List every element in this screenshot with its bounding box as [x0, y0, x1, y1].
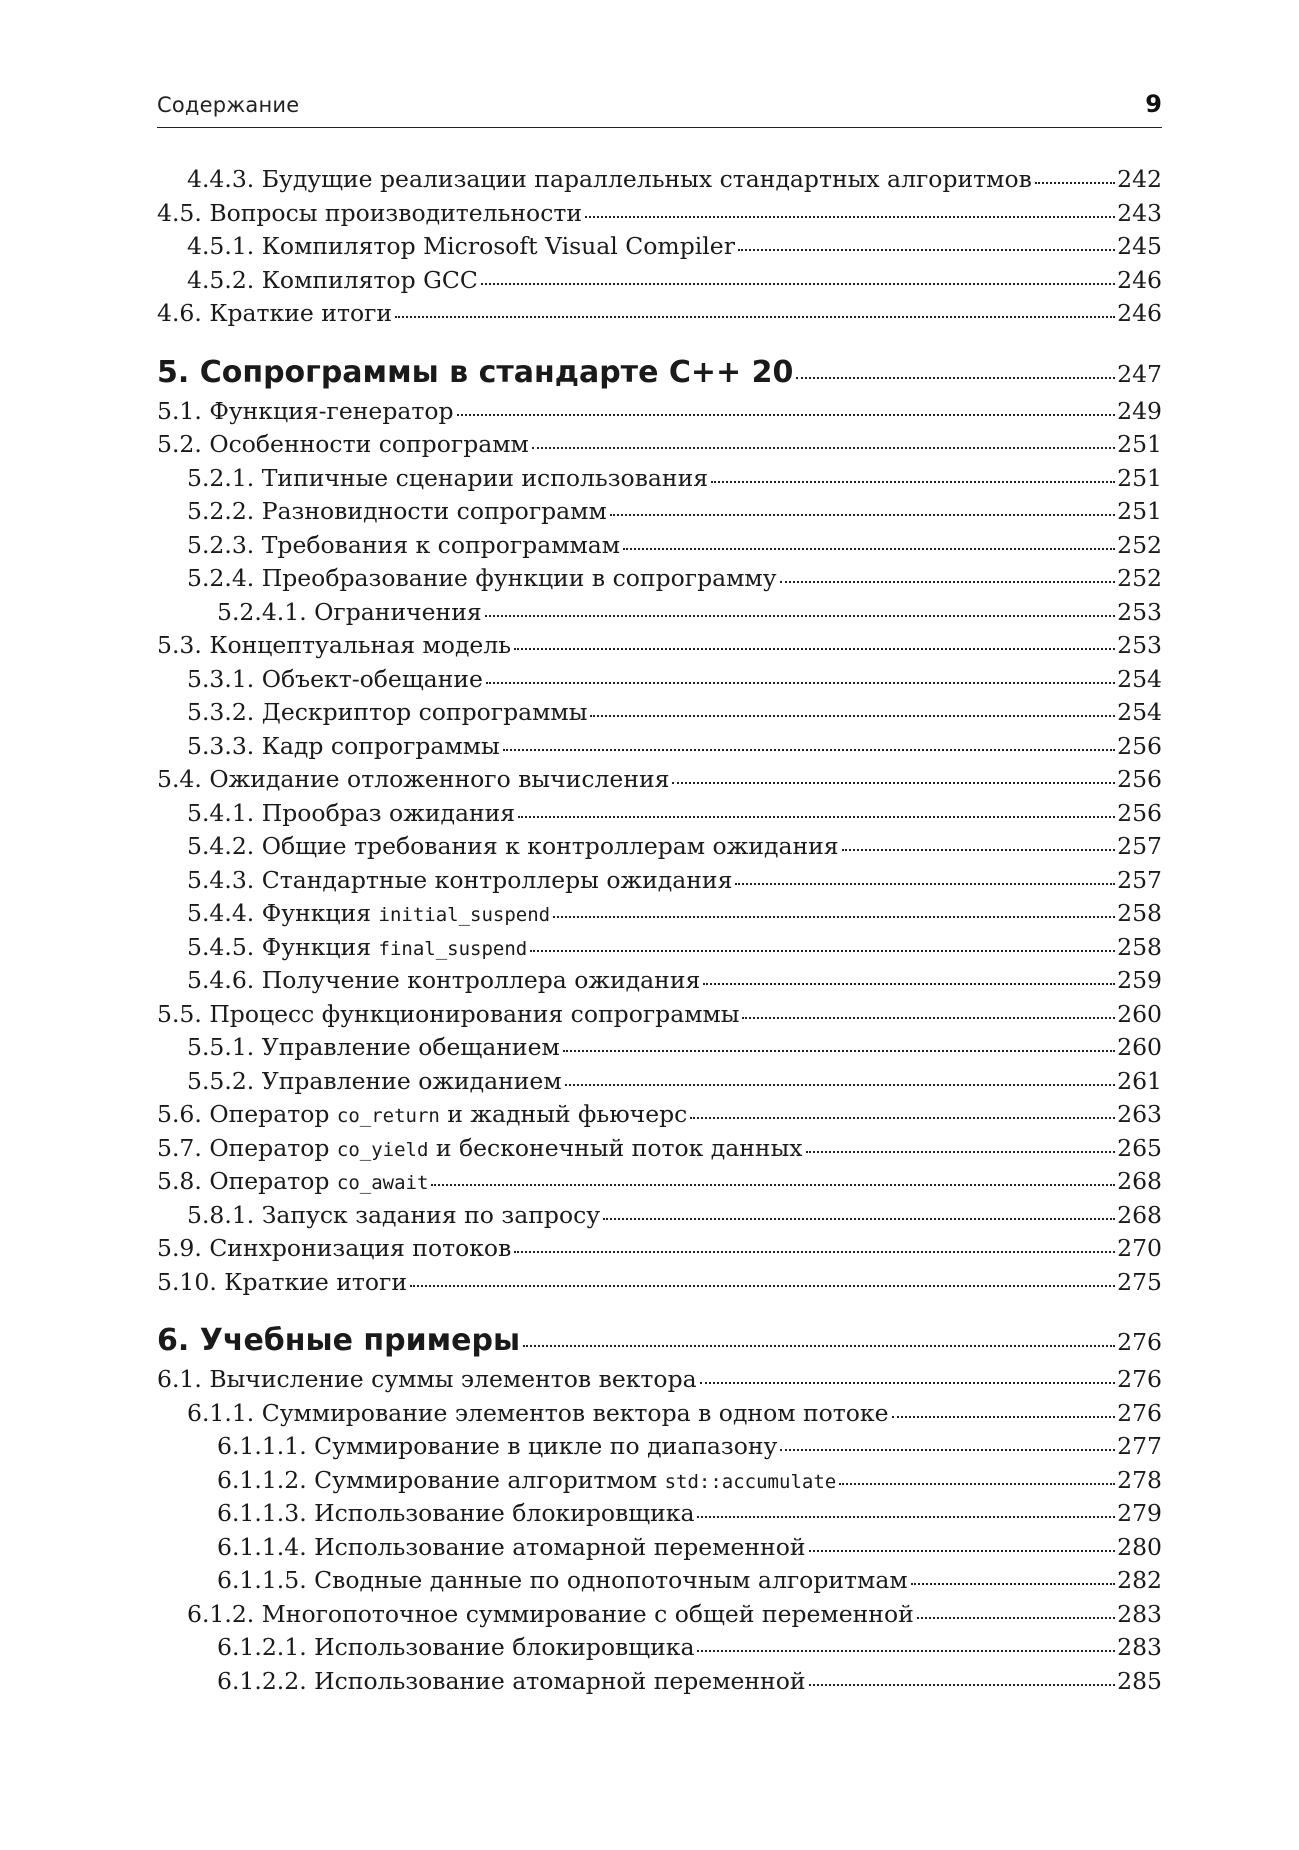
toc-entry[interactable]	[157, 866, 1162, 900]
toc-entry-text: 5.2.1. Типичные сценарии использования	[187, 463, 709, 492]
dot-leader	[842, 847, 1116, 851]
toc-entry-title	[187, 732, 500, 760]
toc-entry-title	[217, 1432, 777, 1460]
toc-entry-title	[217, 1667, 806, 1695]
toc-entry-code: initial_suspend	[378, 904, 551, 926]
toc-page-number: 245	[1117, 232, 1162, 260]
toc-entry-title	[187, 531, 620, 559]
toc-entry-text: и жадный фьючерс	[439, 1100, 688, 1128]
toc-page-number: 285	[1117, 1666, 1162, 1695]
toc-entry-text: 4.6. Краткие итоги	[157, 299, 393, 327]
toc-page-number: 253	[1117, 597, 1162, 626]
toc-entry-title	[187, 1067, 562, 1095]
toc-page-number: 258	[1117, 899, 1162, 927]
toc-page-number: 252	[1117, 564, 1162, 592]
toc-entry[interactable]	[157, 1533, 1162, 1567]
toc-entry[interactable]	[157, 531, 1162, 565]
toc-entry-title	[157, 1167, 428, 1195]
toc-entry-text: 5.2.4.1. Ограничения	[217, 597, 482, 626]
dot-leader	[839, 1481, 1115, 1485]
toc-page-number: 257	[1117, 832, 1162, 860]
toc-page-number: 276	[1117, 1365, 1162, 1393]
toc-entry-text: 6.1.2.1. Использование блокировщика	[217, 1633, 695, 1661]
dot-leader	[585, 214, 1115, 218]
toc-entry-code: co_return	[336, 1105, 440, 1127]
toc-page-number: 260	[1117, 999, 1162, 1028]
toc-page-number: 276	[1117, 1328, 1162, 1356]
toc-page-number: 257	[1117, 865, 1162, 894]
toc-entry[interactable]	[157, 598, 1162, 632]
dot-leader	[806, 1149, 1116, 1153]
toc-entry[interactable]	[157, 1365, 1162, 1399]
toc-page-number: 246	[1117, 299, 1162, 327]
toc-page-number: 251	[1117, 497, 1162, 525]
toc-entry-title	[157, 1323, 520, 1358]
dot-leader	[518, 814, 1115, 818]
toc-page-number: 256	[1117, 765, 1162, 793]
toc-entry[interactable]	[157, 732, 1162, 766]
dot-leader	[457, 412, 1116, 416]
dot-leader	[431, 1182, 1115, 1186]
toc-page-number: 254	[1117, 664, 1162, 693]
dot-leader	[711, 479, 1115, 483]
toc-entry-title	[187, 933, 527, 961]
toc-page-number: 259	[1117, 966, 1162, 994]
toc-entry[interactable]	[157, 299, 1162, 333]
dot-leader	[780, 579, 1116, 583]
toc-entry[interactable]	[157, 1600, 1162, 1634]
toc-entry[interactable]	[157, 698, 1162, 732]
toc-entry[interactable]	[157, 1667, 1162, 1701]
toc-entry[interactable]	[157, 497, 1162, 531]
toc-page-number: 261	[1117, 1066, 1162, 1095]
toc-entry-code: co_yield	[336, 1138, 429, 1161]
running-header	[157, 90, 1162, 128]
toc-entry-title	[157, 1100, 687, 1128]
toc-entry[interactable]	[157, 1033, 1162, 1067]
dot-leader	[486, 680, 1115, 684]
toc-page-number: 253	[1117, 631, 1162, 659]
toc-entry-text: 6.1.2.2. Использование атомарной переменной	[217, 1666, 806, 1695]
toc-chapter-entry[interactable]	[157, 355, 1162, 397]
toc-entry-text: 5.4.6. Получение контроллера ожидания	[187, 966, 701, 994]
toc-entry[interactable]	[157, 631, 1162, 665]
dot-leader	[735, 881, 1115, 885]
toc-entry[interactable]	[157, 232, 1162, 266]
toc-page-number: 265	[1117, 1133, 1162, 1162]
toc-entry-title	[157, 1365, 697, 1393]
toc-entry[interactable]	[157, 1134, 1162, 1168]
toc-entry[interactable]	[157, 1000, 1162, 1034]
toc-page-number: 268	[1117, 1200, 1162, 1229]
toc-entry-title	[157, 355, 793, 390]
dot-leader	[514, 646, 1115, 650]
toc-entry[interactable]	[157, 1466, 1162, 1500]
dot-leader	[697, 1648, 1115, 1652]
toc-page-number: 256	[1117, 731, 1162, 760]
toc-page-number: 251	[1117, 430, 1162, 458]
dot-leader	[917, 1615, 1115, 1619]
dot-leader	[514, 1249, 1115, 1253]
toc-entry-title	[187, 698, 587, 726]
toc-entry-title	[187, 232, 735, 260]
toc-entry-title	[187, 899, 550, 927]
toc-entry-title	[187, 665, 483, 693]
dot-leader	[565, 1082, 1116, 1086]
toc-entry-title	[217, 1499, 694, 1527]
toc-page-number: 249	[1117, 396, 1162, 425]
dot-leader	[395, 314, 1115, 318]
dot-leader	[809, 1548, 1116, 1552]
dot-leader	[485, 613, 1115, 617]
toc-entry-code: final_suspend	[378, 937, 528, 960]
dot-leader	[796, 375, 1115, 379]
toc-entry-text: 5.8. Оператор	[157, 1167, 337, 1195]
toc-entry-text: 6. Учебные примеры	[157, 1323, 521, 1358]
toc-page-number: 283	[1117, 1599, 1162, 1628]
toc-entry-text: 5.4.1. Прообраз ожидания	[187, 798, 516, 827]
toc-entry-text: 5.2.3. Требования к сопрограммам	[187, 530, 621, 559]
toc-entry-title	[157, 1234, 511, 1262]
toc-entry[interactable]	[157, 966, 1162, 1000]
toc-entry-text: 5.3.2. Дескриптор сопрограммы	[187, 698, 588, 726]
toc-entry-title	[217, 1566, 908, 1594]
toc-entry-text: 6.1.1. Суммирование элементов вектора в одном потоке	[187, 1398, 889, 1427]
toc-entry-text: 5.4.2. Общие требования к контроллерам ожидания	[187, 832, 839, 860]
toc-entry[interactable]	[157, 1268, 1162, 1302]
toc-entry-title	[187, 1033, 560, 1061]
toc-entry-text: 4.5. Вопросы производительности	[157, 198, 583, 227]
toc-page-number: 283	[1117, 1633, 1162, 1661]
dot-leader	[690, 1115, 1115, 1119]
toc-entry-text: 5.10. Краткие итоги	[157, 1267, 408, 1296]
toc-entry[interactable]	[157, 199, 1162, 233]
toc-page-number: 263	[1117, 1100, 1162, 1128]
toc-entry[interactable]	[157, 1399, 1162, 1433]
toc-entry-text: 6.1. Вычисление суммы элементов вектора	[157, 1365, 697, 1393]
toc-page-number: 282	[1117, 1566, 1162, 1594]
toc-entry-text: 5.5. Процесс функционирования сопрограммы	[157, 999, 740, 1028]
toc-entry-text: 5.4.3. Стандартные контроллеры ожидания	[187, 865, 733, 894]
dot-leader	[532, 445, 1115, 449]
dot-leader	[809, 1682, 1116, 1686]
toc-entry-title	[187, 966, 700, 994]
toc-entry[interactable]	[157, 1167, 1162, 1201]
toc-entry-text: 4.4.3. Будущие реализации параллельных стандартных алгоритмов	[187, 165, 1032, 193]
dot-leader	[610, 512, 1115, 516]
toc-page-number: 258	[1117, 932, 1162, 961]
toc-entry[interactable]	[157, 564, 1162, 598]
dot-leader	[481, 281, 1115, 285]
table-of-contents	[157, 165, 1162, 1700]
toc-entry-title	[157, 1268, 407, 1296]
dot-leader	[700, 1380, 1116, 1384]
toc-entry[interactable]	[157, 1633, 1162, 1667]
toc-entry-text: 6.1.1.4. Использование атомарной переменной	[217, 1532, 806, 1561]
toc-page-number: 254	[1117, 698, 1162, 726]
toc-entry-title	[187, 1201, 600, 1229]
toc-entry-title	[157, 397, 454, 425]
toc-entry-title	[217, 1466, 836, 1494]
toc-entry-title	[187, 866, 732, 894]
toc-entry-title	[157, 631, 511, 659]
toc-entry-title	[217, 598, 482, 626]
dot-leader	[530, 948, 1115, 952]
toc-entry-title	[157, 430, 529, 458]
toc-page-number: 242	[1117, 165, 1162, 193]
toc-page-number: 243	[1117, 198, 1162, 227]
header-page-number: 9	[1145, 90, 1162, 118]
header-section-title: Содержание	[157, 93, 300, 117]
toc-entry-text: 5.8.1. Запуск задания по запросу	[187, 1200, 601, 1229]
chapter-spacer	[157, 1301, 1162, 1323]
toc-entry-title	[187, 564, 777, 592]
toc-entry-title	[217, 1533, 806, 1561]
toc-page-number: 277	[1117, 1432, 1162, 1460]
toc-entry[interactable]	[157, 1499, 1162, 1533]
toc-entry-text: 5.3.1. Объект-обещание	[187, 664, 483, 693]
toc-entry[interactable]	[157, 665, 1162, 699]
toc-entry-text: 5.7. Оператор	[157, 1133, 337, 1162]
toc-entry-text: и бесконечный поток данных	[428, 1133, 803, 1162]
dot-leader	[410, 1283, 1115, 1287]
toc-entry[interactable]	[157, 1234, 1162, 1268]
toc-entry[interactable]	[157, 899, 1162, 933]
dot-leader	[563, 1048, 1115, 1052]
toc-entry[interactable]	[157, 1566, 1162, 1600]
toc-entry[interactable]	[157, 266, 1162, 300]
toc-entry-text: 5.2.2. Разновидности сопрограмм	[187, 497, 607, 525]
toc-entry-text: 5.4.5. Функция	[187, 932, 379, 961]
dot-leader	[780, 1447, 1115, 1451]
toc-entry-text: 4.5.2. Компилятор GCC	[187, 265, 478, 294]
toc-entry-title	[187, 799, 515, 827]
toc-entry-text: 5.5.1. Управление обещанием	[187, 1033, 560, 1061]
toc-entry-text: 4.5.1. Компилятор Microsoft Visual Compiler	[187, 232, 735, 260]
dot-leader	[623, 546, 1115, 550]
toc-entry-title	[157, 299, 392, 327]
toc-entry[interactable]	[157, 165, 1162, 199]
dot-leader	[703, 981, 1115, 985]
dot-leader	[553, 914, 1115, 918]
toc-page-number: 280	[1117, 1532, 1162, 1561]
toc-entry-title	[217, 1633, 694, 1661]
toc-entry-text: 5.3. Концептуальная модель	[157, 631, 512, 659]
toc-entry-title	[187, 1399, 889, 1427]
dot-leader	[672, 780, 1115, 784]
toc-entry-text: 5.3.3. Кадр сопрограммы	[187, 731, 500, 760]
chapter-spacer	[157, 333, 1162, 355]
toc-page-number: 279	[1117, 1499, 1162, 1527]
toc-entry[interactable]	[157, 430, 1162, 464]
toc-entry-title	[187, 165, 1032, 193]
toc-entry-text: 5. Сопрограммы в стандарте C++ 20	[157, 354, 794, 390]
toc-page-number: 270	[1117, 1234, 1162, 1262]
toc-entry-text: 6.1.1.1. Суммирование в цикле по диапазону	[217, 1432, 778, 1460]
toc-page-number: 247	[1117, 359, 1162, 388]
dot-leader	[892, 1414, 1116, 1418]
dot-leader	[1035, 180, 1115, 184]
dot-leader	[742, 1015, 1115, 1019]
toc-entry[interactable]	[157, 1201, 1162, 1235]
toc-entry[interactable]	[157, 1067, 1162, 1101]
toc-entry-text: 5.5.2. Управление ожиданием	[187, 1066, 562, 1095]
toc-chapter-entry[interactable]	[157, 1323, 1162, 1365]
toc-entry-text: 6.1.1.3. Использование блокировщика	[217, 1499, 695, 1527]
toc-entry[interactable]	[157, 799, 1162, 833]
toc-entry-code: std::accumulate	[664, 1470, 837, 1493]
toc-page-number: 278	[1117, 1465, 1162, 1494]
toc-page-number: 246	[1117, 265, 1162, 294]
toc-entry-title	[157, 765, 669, 793]
toc-entry-text: 6.1.1.5. Сводные данные по однопоточным алгоритмам	[217, 1566, 908, 1594]
toc-entry-text: 5.2.4. Преобразование функции в сопрограмму	[187, 564, 777, 592]
toc-entry-title	[157, 1134, 803, 1162]
toc-entry-title	[157, 1000, 739, 1028]
toc-page-number: 260	[1117, 1033, 1162, 1061]
toc-entry[interactable]	[157, 397, 1162, 431]
toc-entry-title	[187, 1600, 914, 1628]
dot-leader	[503, 747, 1115, 751]
toc-entry-text: 5.4.4. Функция	[187, 899, 379, 927]
toc-entry[interactable]	[157, 832, 1162, 866]
toc-page-number: 268	[1117, 1167, 1162, 1195]
dot-leader	[697, 1514, 1115, 1518]
dot-leader	[523, 1343, 1115, 1347]
toc-entry[interactable]	[157, 765, 1162, 799]
toc-entry-text: 5.9. Синхронизация потоков	[157, 1234, 512, 1262]
toc-page-number: 256	[1117, 798, 1162, 827]
toc-entry-title	[187, 464, 708, 492]
toc-entry-text: 5.2. Особенности сопрограмм	[157, 430, 529, 458]
toc-entry-text: 5.6. Оператор	[157, 1100, 337, 1128]
dot-leader	[590, 713, 1115, 717]
toc-entry-text: 5.4. Ожидание отложенного вычисления	[157, 765, 670, 793]
toc-entry-text: 6.1.1.2. Суммирование алгоритмом	[217, 1465, 665, 1494]
dot-leader	[911, 1581, 1116, 1585]
toc-page-number: 251	[1117, 463, 1162, 492]
toc-entry[interactable]	[157, 1432, 1162, 1466]
dot-leader	[738, 247, 1115, 251]
toc-entry-title	[187, 832, 839, 860]
toc-page-number: 276	[1117, 1398, 1162, 1427]
toc-entry-text: 5.1. Функция-генератор	[157, 396, 454, 425]
dot-leader	[603, 1216, 1115, 1220]
toc-entry[interactable]	[157, 464, 1162, 498]
toc-entry[interactable]	[157, 933, 1162, 967]
toc-entry-title	[187, 497, 607, 525]
toc-entry-title	[187, 266, 478, 294]
toc-entry[interactable]	[157, 1100, 1162, 1134]
toc-entry-text: 6.1.2. Многопоточное суммирование с общей переменной	[187, 1599, 914, 1628]
toc-entry-title	[157, 199, 582, 227]
toc-page-number: 275	[1117, 1267, 1162, 1296]
toc-entry-code: co_await	[336, 1172, 429, 1194]
toc-page-number: 252	[1117, 530, 1162, 559]
